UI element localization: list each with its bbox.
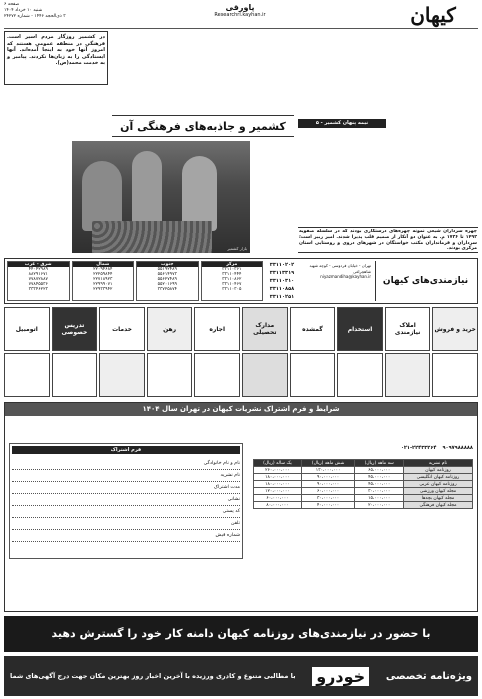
ads-address: تهران - خیابان فردوسی - کوچه شهید شاهچراغی — [309, 263, 371, 274]
small-ad-empty — [432, 353, 478, 397]
market-photo — [72, 141, 250, 253]
small-ad: تدریس خصوصی — [52, 307, 98, 351]
price-header: نام نشریه — [404, 460, 473, 467]
branch-row: ۲۲۹۹۹۰۷۱ — [93, 282, 113, 287]
masthead — [0, 0, 482, 30]
subscription-phone: ۰۲۱-۲۲۴۳۳۲۶۴ — [400, 445, 437, 451]
branch-row: ۳۳۳۴۶۲۲۳ — [28, 287, 48, 292]
form-field-label: نام و نام خانوادگی — [203, 461, 240, 466]
price-header: سه ماهه (ریال) — [355, 460, 404, 467]
price-cell: ۶۵،۰۰۰،۰۰۰ — [355, 467, 404, 474]
subscription-title: شرایط و فرم اشتراک نشریات کیهان در تهران سال ۱۴۰۴ — [142, 405, 340, 413]
form-field-label: مدت اشتراک — [213, 485, 240, 490]
subscription-terms — [9, 419, 473, 439]
branch-col — [72, 261, 135, 301]
branch-row: ۵۵۲۰۱۶۹۹ — [157, 282, 177, 287]
branch-row: ۷۷۸۷۲۸۸۷ — [28, 277, 48, 282]
side-quote: در کشمیر روزگار مردم اسیر است. فرهنگی در منطقه عمومی هستند که امروز آنها خود به اینجا آمده‌اند. آنها ایستادگی را به زبان‌ها نکردند. پیامبر و به خدمت محمد(ص). — [7, 34, 105, 66]
price-cell: مجله کیهان بچه‌ها — [404, 495, 473, 502]
branch-row: ۳۳۱۱۰۴۶۷ — [222, 282, 242, 287]
ads-phone: ۳۳۱۱۳۳۱۹ — [269, 270, 295, 276]
form-field-label: نام نشریه — [220, 473, 240, 478]
small-ad-empty — [337, 353, 383, 397]
branch-row: ۵۵۶۲۷۴۸۹ — [157, 277, 177, 282]
price-cell: روزنامه کیهان انگلیسی — [404, 474, 473, 481]
small-ad-empty — [242, 353, 288, 397]
section-site: Researchrl.kayhan.ir — [214, 12, 266, 18]
branch-row: ۷۷۸۴۵۵۳۶ — [28, 282, 48, 287]
side-quote-box — [4, 31, 108, 85]
highlight-text: چهره سرداران شیعی نمونه چهره‌های درستکاری بودند که در سلسله صفویه ۱۴۹۲ تا ۱۷۳۶ م. به عنوان دو آنکار از صمیم قلب پذیرا شدند. امیر زبیر است؛ سرداران و فرمانداران مکتب خواستگان در شهرهای دروی و روستایی استان مرکزی بودند. — [299, 229, 477, 252]
price-cell: ۱۵،۰۰۰،۰۰۰ — [355, 495, 404, 502]
subscription-form — [9, 443, 243, 559]
branch-row: ۵۵۶۱۴۹۷۳ — [157, 272, 177, 277]
subscription-notes — [9, 563, 473, 607]
logo-text: کیهان — [410, 3, 456, 27]
small-ad: خدمات — [99, 307, 145, 351]
small-ads-grid — [4, 307, 478, 397]
price-row — [254, 481, 473, 488]
story-title-text: کشمیر و جاذبه‌های فرهنگی آن — [120, 119, 286, 133]
branch-row: ۲۲۲۵۹۸۴۴ — [93, 272, 113, 277]
branch-title: جنوب — [137, 262, 198, 267]
small-ad-empty — [4, 353, 50, 397]
price-cell: ۹۰،۰۰۰،۰۰۰ — [301, 474, 355, 481]
ads-phone: ۳۳۱۱۰۲۵۱ — [269, 294, 295, 300]
subscription-account-box — [273, 441, 473, 455]
section-title — [190, 3, 290, 18]
ads-phone: ۳۳۱۱۰۸۵۸ — [269, 286, 295, 292]
price-cell: ۶۰،۰۰۰،۰۰۰ — [254, 495, 302, 502]
small-ad: املاک نیازمندی — [385, 307, 431, 351]
small-ad: اجاره — [194, 307, 240, 351]
price-row — [254, 488, 473, 495]
branch-title: شمال — [73, 262, 134, 267]
price-cell: ۴۵،۰۰۰،۰۰۰ — [355, 481, 404, 488]
kayhan-logo — [390, 2, 476, 28]
price-table — [253, 459, 473, 559]
branches — [7, 261, 263, 301]
article-column-2 — [298, 31, 386, 119]
branch-row: ۲۲۹۳۳۹۴۲ — [93, 287, 113, 292]
form-field[interactable] — [12, 470, 240, 482]
branch-title: شرق - غرب — [8, 262, 69, 267]
issue-number: ۳ ذی‌الحجه ۱۴۴۶ - شماره ۲۴۲۷۲ — [4, 14, 66, 19]
branch-row: ۲۲۷۱۸۹۲۳ — [93, 277, 113, 282]
series-bar — [298, 119, 386, 128]
photo-alt: بازار کشمیر — [227, 246, 247, 251]
price-cell: روزنامه کیهان — [404, 467, 473, 474]
article-column-7 — [254, 141, 294, 253]
banner-khodro — [4, 656, 478, 696]
ads-phone: ۳۳۱۱۰۳۱۰ — [269, 278, 295, 284]
small-ad-empty — [194, 353, 240, 397]
page-number: صفحه ۶ — [4, 2, 20, 7]
price-cell: ۲۶۰،۰۰۰،۰۰۰ — [254, 467, 302, 474]
ads-phone: ۳۳۱۱۰۲۰۲ — [269, 262, 295, 268]
form-title-bar — [12, 446, 240, 454]
story-title — [112, 115, 294, 137]
branch-row: ۲۲۰۹۴۶۸۴ — [93, 267, 113, 272]
form-field[interactable] — [12, 494, 240, 506]
price-row — [254, 495, 473, 502]
ads-phones — [267, 261, 297, 301]
price-cell: ۹۰،۰۰۰،۰۰۰ — [301, 481, 355, 488]
form-field[interactable] — [12, 482, 240, 494]
form-field-label: کد پستی — [222, 509, 240, 514]
branch-row: ۳۳۷۲۵۸۷۴ — [157, 287, 177, 292]
form-field[interactable] — [12, 530, 240, 542]
small-ad: اتومبیل — [4, 307, 50, 351]
price-cell: ۱۲۰،۰۰۰،۰۰۰ — [254, 488, 302, 495]
account-number: ۹۰۹۷۹۸۸۸۸۸ — [442, 445, 473, 451]
small-ad-empty — [385, 353, 431, 397]
ads-header — [4, 258, 478, 304]
form-field-label: شماره فیش — [215, 533, 240, 538]
highlight-box — [298, 227, 478, 253]
branch-row: ۳۳۱۱۰۳۶۱ — [222, 267, 242, 272]
form-title: فرم اشتراک — [110, 447, 142, 453]
price-cell: ۸۰،۰۰۰،۰۰۰ — [254, 502, 302, 509]
banner-grow-text: با حضور در نیازمندی‌های روزنامه کیهان دامنه کار خود را گسترش دهید — [51, 627, 431, 640]
banner-khodro-brand: خودرو — [312, 667, 369, 686]
price-header: یک ساله (ریال) — [254, 460, 302, 467]
issue-info — [4, 2, 104, 20]
price-cell: ۱۳۰،۰۰۰،۰۰۰ — [301, 467, 355, 474]
branch-row: ۸۸۲۹۱۶۷۱ — [28, 272, 48, 277]
branch-col — [7, 261, 70, 301]
branch-row: ۵۵۱۹۲۴۸۹ — [157, 267, 177, 272]
branch-col — [201, 261, 264, 301]
price-cell: روزنامه کیهان عربی — [404, 481, 473, 488]
branch-row: ۳۳۱۱۰۴۴۴ — [222, 272, 242, 277]
branch-row: ۳۳۱۱۰۸۶۲ — [222, 277, 242, 282]
ads-brand: نیازمندی‌های کیهان — [382, 276, 469, 286]
small-ad: خرید و فروش — [432, 307, 478, 351]
branch-title: مرکز — [202, 262, 263, 267]
price-row — [254, 502, 473, 509]
price-cell: ۲۰،۰۰۰،۰۰۰ — [355, 502, 404, 509]
small-ad-empty — [52, 353, 98, 397]
form-field[interactable] — [12, 518, 240, 530]
branch-row: ۳۳۱۱۰۳۰۵ — [222, 287, 242, 292]
article-column-4 — [114, 31, 202, 119]
section-label: پاورقی — [225, 3, 255, 12]
form-field-label: تلفن — [230, 521, 240, 526]
ads-email: niyazmandiha@kayhan.ir — [320, 274, 371, 279]
subscription-title-bar — [5, 403, 477, 416]
price-cell: ۴۰،۰۰۰،۰۰۰ — [301, 502, 355, 509]
form-field[interactable] — [12, 506, 240, 518]
price-cell: مجله کیهان فرهنگی — [404, 502, 473, 509]
small-ad: مدارک تحصیلی — [242, 307, 288, 351]
banner-grow-business — [4, 616, 478, 652]
price-row — [254, 467, 473, 474]
price-header: شش ماهه (ریال) — [301, 460, 355, 467]
price-row — [254, 474, 473, 481]
branch-row: ۴۴۰۴۲۹۸۹ — [28, 267, 48, 272]
subscription-section — [4, 402, 478, 612]
issue-date: شنبه ۱۰ خرداد ۱۴۰۴ — [4, 8, 43, 13]
small-ad: استخدام — [337, 307, 383, 351]
ads-contact — [301, 263, 371, 280]
article-column-3 — [206, 31, 294, 119]
price-cell: ۳۰،۰۰۰،۰۰۰ — [301, 495, 355, 502]
form-field[interactable] — [12, 458, 240, 470]
branch-col — [136, 261, 199, 301]
price-cell: ۳۰،۰۰۰،۰۰۰ — [355, 488, 404, 495]
banner-khodro-left: ویژه‌نامه تخصصی — [385, 670, 472, 682]
price-cell: ۶۰،۰۰۰،۰۰۰ — [301, 488, 355, 495]
article-column-1 — [390, 31, 478, 253]
article-column-6 — [298, 131, 386, 241]
small-ad: گمشده — [290, 307, 336, 351]
price-cell: مجله کیهان ورزشی — [404, 488, 473, 495]
small-ad-empty — [290, 353, 336, 397]
price-cell: ۴۵،۰۰۰،۰۰۰ — [355, 474, 404, 481]
price-cell: ۱۸۰،۰۰۰،۰۰۰ — [254, 474, 302, 481]
article — [4, 31, 478, 253]
ads-brand-box — [375, 261, 475, 301]
small-ad-empty — [99, 353, 145, 397]
small-ad-empty — [147, 353, 193, 397]
price-cell: ۱۸۰،۰۰۰،۰۰۰ — [254, 481, 302, 488]
banner-khodro-right: با مطالبی متنوع و کادری ورزیده با آخرین اخبار روز بهترین مکان جهت درج آگهی‌های شما — [10, 672, 296, 680]
small-ad: رهن — [147, 307, 193, 351]
series-label: نیمه پنهان کشمیر - ۵ — [315, 120, 369, 126]
form-field-label: نشانی — [227, 497, 240, 502]
